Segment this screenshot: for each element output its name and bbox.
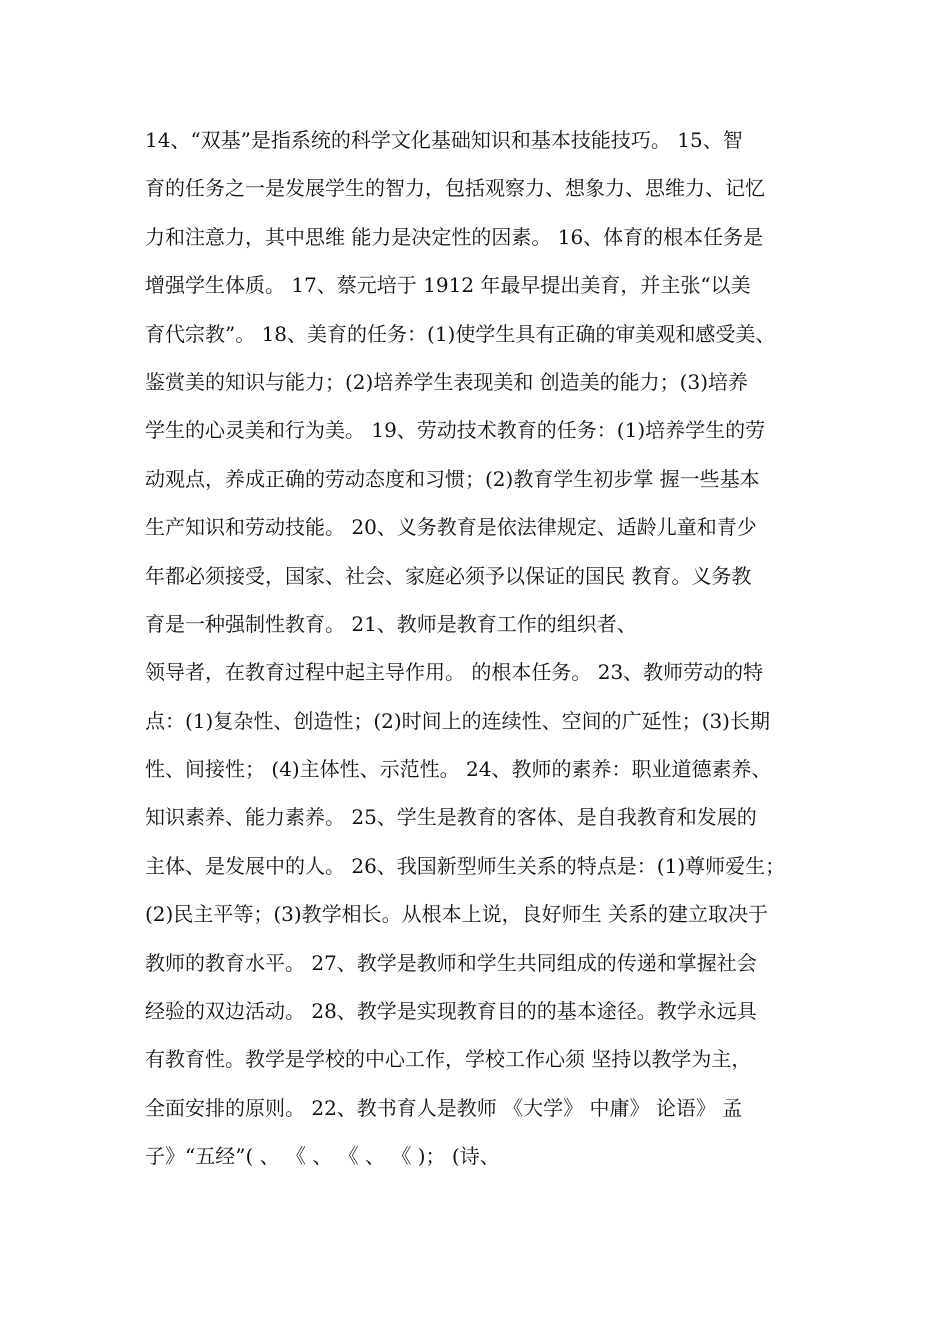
text-line-6: 鉴赏美的知识与能力；(2)培养学生表现美和 创造美的能力；(3)培养 bbox=[145, 369, 749, 394]
text-line-5: 育代宗教”。 18、美育的任务：(1)使学生具有正确的审美观和感受美、 bbox=[145, 321, 776, 346]
document-body bbox=[145, 116, 810, 1181]
text-line-8: 动观点，养成正确的劳动态度和习惯；(2)教育学生初步掌 握一些基本 bbox=[145, 466, 760, 491]
text-line-4: 增强学生体质。 17、蔡元培于 1912 年最早提出美育，并主张“以美 bbox=[145, 273, 751, 298]
text-line-3: 力和注意力，其中思维 能力是决定性的因素。 16、体育的根本任务是 bbox=[145, 224, 764, 249]
text-line-16: 主体、是发展中的人。 26、我国新型师生关系的特点是：(1)尊师爱生； bbox=[145, 853, 786, 878]
text-line-22: 子》“五经”( 、 《 、 《 、 《 )； (诗、 bbox=[145, 1144, 500, 1169]
text-line-14: 性、间接性； (4)主体性、示范性。 24、教师的素养：职业道德素养、 bbox=[145, 757, 772, 782]
text-line-15: 知识素养、能力素养。 25、学生是教育的客体、是自我教育和发展的 bbox=[145, 805, 757, 830]
text-line-2: 育的任务之一是发展学生的智力，包括观察力、想象力、思维力、记忆 bbox=[145, 176, 765, 201]
text-line-11: 育是一种强制性教育。 21、教师是教育工作的组织者、 bbox=[145, 611, 637, 636]
text-line-20: 有教育性。教学是学校的中心工作，学校工作心须 坚持以教学为主， bbox=[145, 1047, 752, 1072]
text-line-10: 年都必须接受，国家、社会、家庭必须予以保证的国民 教育。义务教 bbox=[145, 563, 752, 588]
text-line-12: 领导者，在教育过程中起主导作用。 的根本任务。 23、教师劳动的特 bbox=[145, 660, 764, 685]
text-line-19: 经验的双边活动。 28、教学是实现教育目的的基本途径。教学永远具 bbox=[145, 999, 757, 1024]
text-line-1: 14、“双基”是指系统的科学文化基础知识和基本技能技巧。 15、智 bbox=[145, 128, 743, 152]
text-line-9: 生产知识和劳动技能。 20、义务教育是依法律规定、适龄儿童和青少 bbox=[145, 515, 757, 540]
text-line-21: 全面安排的原则。 22、教书育人是教师 《大学》 中庸》 论语》 孟 bbox=[145, 1095, 743, 1120]
text-line-13: 点：(1)复杂性、创造性；(2)时间上的连续性、空间的广延性；(3)长期 bbox=[145, 708, 770, 733]
text-line-7: 学生的心灵美和行为美。 19、劳动技术教育的任务：(1)培养学生的劳 bbox=[145, 418, 766, 443]
text-line-17: (2)民主平等；(3)教学相长。从根本上说，良好师生 关系的建立取决于 bbox=[145, 902, 769, 927]
text-line-18: 教师的教育水平。 27、教学是教师和学生共同组成的传递和掌握社会 bbox=[145, 950, 757, 975]
